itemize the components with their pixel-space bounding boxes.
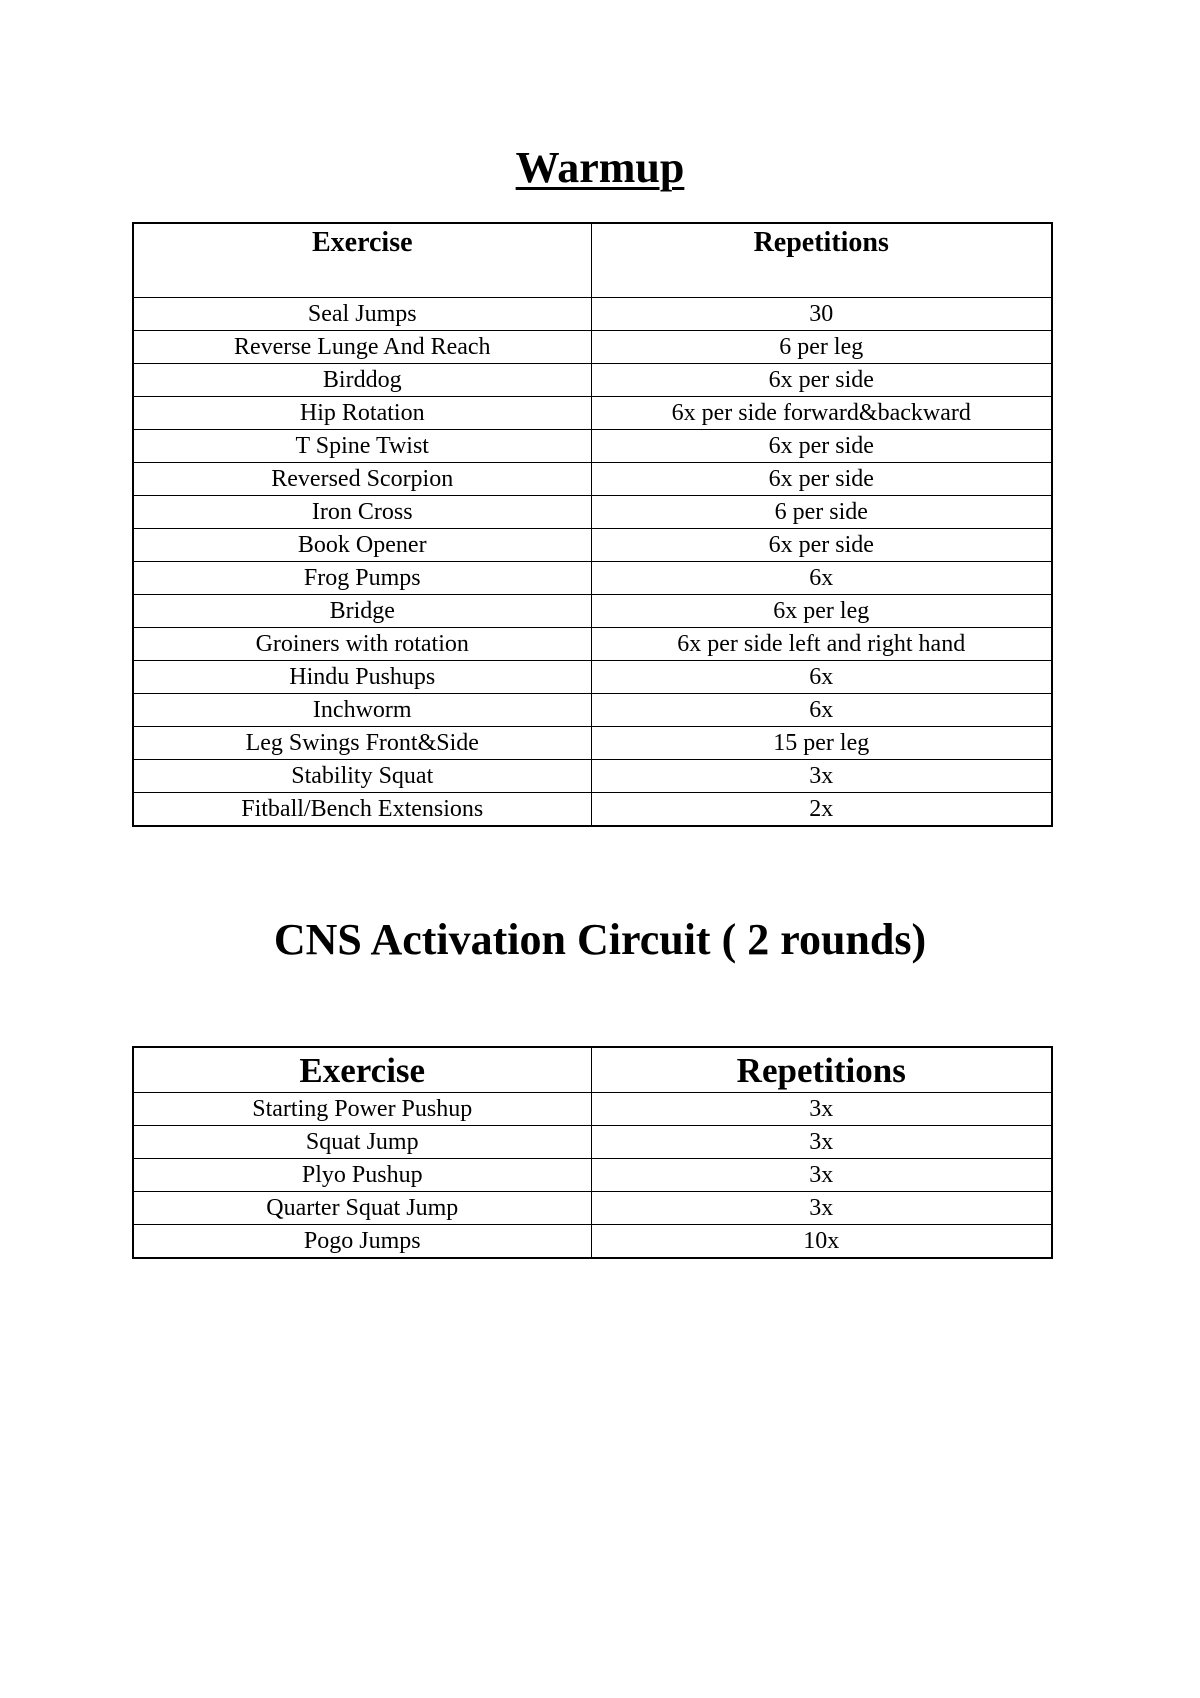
exercise-cell: Fitball/Bench Extensions — [133, 792, 591, 826]
cns-header-exercise: Exercise — [133, 1047, 591, 1093]
exercise-cell: Inchworm — [133, 693, 591, 726]
repetitions-cell: 6x per side — [591, 462, 1052, 495]
cns-title: CNS Activation Circuit ( 2 rounds) — [273, 915, 927, 964]
repetitions-cell: 6x per side — [591, 429, 1052, 462]
warmup-table — [132, 222, 1053, 827]
repetitions-cell: 3x — [591, 1159, 1052, 1192]
repetitions-cell: 6 per leg — [591, 330, 1052, 363]
table-row — [133, 660, 1052, 693]
repetitions-cell: 2x — [591, 792, 1052, 826]
table-row — [133, 462, 1052, 495]
repetitions-cell: 6x per side left and right hand — [591, 627, 1052, 660]
repetitions-cell: 6x per side — [591, 528, 1052, 561]
warmup-table-body — [133, 297, 1052, 826]
exercise-cell: Reversed Scorpion — [133, 462, 591, 495]
exercise-cell: Book Opener — [133, 528, 591, 561]
table-row — [133, 561, 1052, 594]
exercise-cell: Squat Jump — [133, 1126, 591, 1159]
exercise-cell: Leg Swings Front&Side — [133, 726, 591, 759]
table-row — [133, 297, 1052, 330]
warmup-header-repetitions: Repetitions — [591, 223, 1052, 297]
repetitions-cell: 3x — [591, 1126, 1052, 1159]
table-row — [133, 330, 1052, 363]
table-row — [133, 363, 1052, 396]
exercise-cell: Seal Jumps — [133, 297, 591, 330]
exercise-cell: Groiners with rotation — [133, 627, 591, 660]
cns-header-row — [133, 1047, 1052, 1093]
cns-table-body — [133, 1093, 1052, 1259]
warmup-title: Warmup — [515, 143, 685, 192]
exercise-cell: Hip Rotation — [133, 396, 591, 429]
table-row — [133, 495, 1052, 528]
repetitions-cell: 3x — [591, 1192, 1052, 1225]
table-row — [133, 1192, 1052, 1225]
repetitions-cell: 3x — [591, 759, 1052, 792]
exercise-cell: Iron Cross — [133, 495, 591, 528]
repetitions-cell: 6 per side — [591, 495, 1052, 528]
table-row — [133, 528, 1052, 561]
warmup-header-exercise: Exercise — [133, 223, 591, 297]
table-row — [133, 1126, 1052, 1159]
table-row — [133, 429, 1052, 462]
repetitions-cell: 6x per side — [591, 363, 1052, 396]
repetitions-cell: 6x per side forward&backward — [591, 396, 1052, 429]
repetitions-cell: 30 — [591, 297, 1052, 330]
exercise-cell: Starting Power Pushup — [133, 1093, 591, 1126]
exercise-cell: T Spine Twist — [133, 429, 591, 462]
exercise-cell: Hindu Pushups — [133, 660, 591, 693]
repetitions-cell: 6x per leg — [591, 594, 1052, 627]
exercise-cell: Plyo Pushup — [133, 1159, 591, 1192]
repetitions-cell: 3x — [591, 1093, 1052, 1126]
cns-table — [132, 1046, 1053, 1259]
warmup-header-row — [133, 223, 1052, 297]
exercise-cell: Reverse Lunge And Reach — [133, 330, 591, 363]
table-row — [133, 759, 1052, 792]
table-row — [133, 627, 1052, 660]
table-row — [133, 726, 1052, 759]
exercise-cell: Frog Pumps — [133, 561, 591, 594]
cns-header-repetitions: Repetitions — [591, 1047, 1052, 1093]
table-row — [133, 1159, 1052, 1192]
exercise-cell: Stability Squat — [133, 759, 591, 792]
repetitions-cell: 10x — [591, 1225, 1052, 1259]
table-row — [133, 396, 1052, 429]
exercise-cell: Quarter Squat Jump — [133, 1192, 591, 1225]
table-row — [133, 594, 1052, 627]
exercise-cell: Bridge — [133, 594, 591, 627]
repetitions-cell: 6x — [591, 693, 1052, 726]
repetitions-cell: 6x — [591, 561, 1052, 594]
table-row — [133, 1225, 1052, 1259]
table-row — [133, 1093, 1052, 1126]
exercise-cell: Birddog — [133, 363, 591, 396]
exercise-cell: Pogo Jumps — [133, 1225, 591, 1259]
repetitions-cell: 6x — [591, 660, 1052, 693]
table-row — [133, 693, 1052, 726]
repetitions-cell: 15 per leg — [591, 726, 1052, 759]
table-row — [133, 792, 1052, 826]
